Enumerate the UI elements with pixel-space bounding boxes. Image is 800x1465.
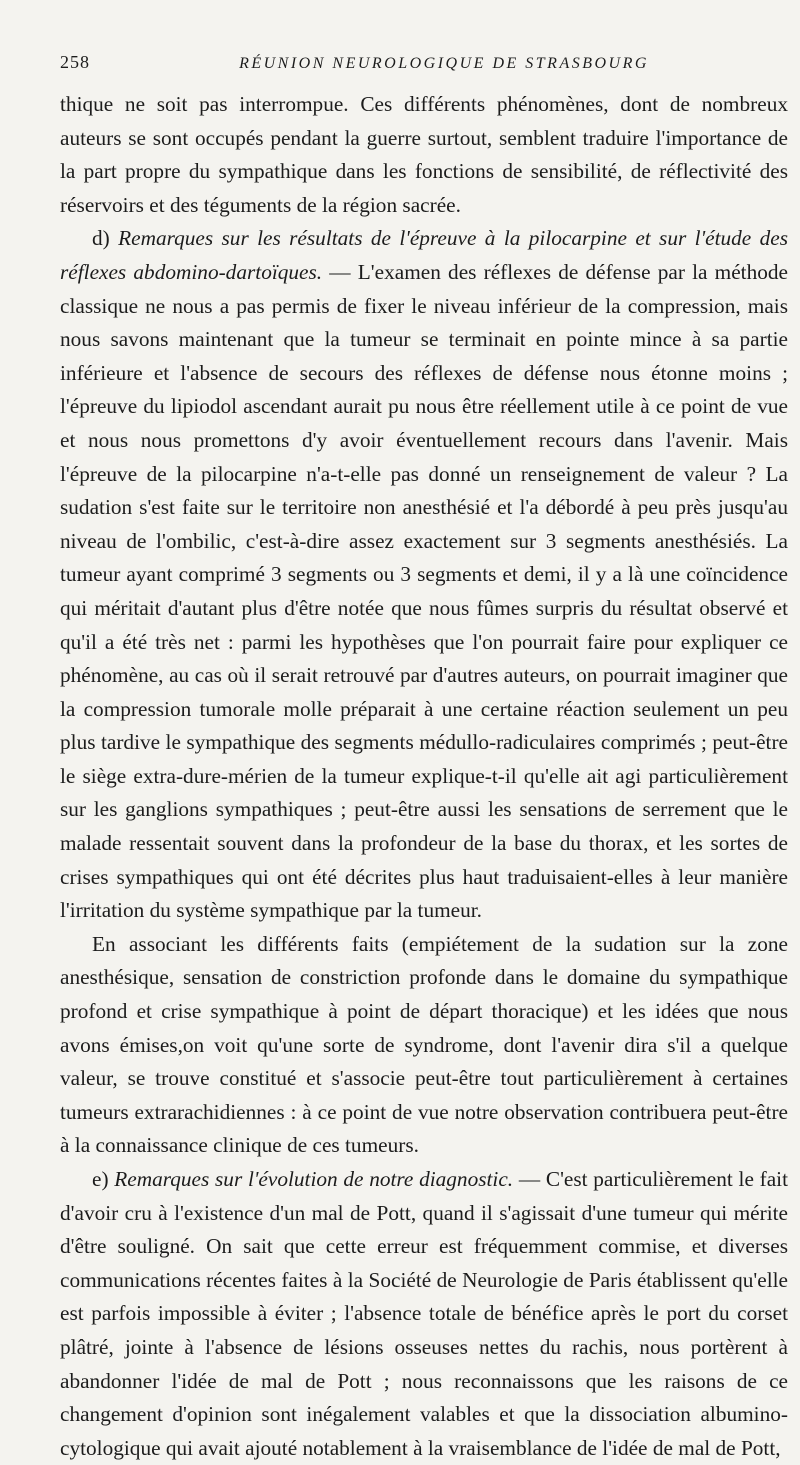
paragraph-text: — C'est particulièrement le fait d'avoir cru à l'existence d'un mal de Pott, quand il s'agissait d'une tumeur qui mérite d'être souligné. On sait que cette erreur est fréquemment commise, et diverses communications récentes faites à la Société de Neurologie de Paris établissent qu'elle est parfois impossible à éviter ; l'absence totale de bénéfice après le port du corset plâtré, jointe à l'absence de lésions osseuses nettes du rachis, nous portèrent à abandonner l'idée de mal de Pott ; nous reconnaissons que les raisons de ce changement d'opinion sont inégalement valables et que la dissociation albumino-cytologique qui avait ajouté notablement à la vraisemblance de l'idée de mal de Pott,: [60, 1167, 788, 1460]
paragraph-text: En associant les différents faits (empiétement de la sudation sur la zone anesthésique, sensation de constriction profonde dans le domaine du sympathique profond et crise sympathique à point de départ thoracique) et les idées que nous avons émises,on voit qu'une sorte de syndrome, dont l'avenir dira s'il a quelque valeur, se trouve constitué et s'associe peut-être tout particulièrement à certaines tumeurs extrarachidiennes : à ce point de vue notre observation contribuera peut-être à la connaissance clinique de ces tumeurs.: [60, 931, 788, 1158]
section-title: Remarques sur l'évolution de notre diagnostic.: [114, 1167, 514, 1191]
section-letter: e): [92, 1167, 115, 1191]
section-letter: d): [92, 226, 119, 251]
page-number: 258: [60, 52, 90, 72]
paragraph-text: — L'examen des réflexes de défense par la méthode classique ne nous a pas permis de fixer le niveau inférieur de la compression, mais nous savons maintenant que la tumeur se terminait en pointe mince à sa partie inférieure et l'absence de secours des réflexes de défense nous étonne moins ; l'épreuve du lipiodol ascendant aurait pu nous être réellement utile à ce point de vue et nous nous promettons d'y avoir éventuellement recours dans l'avenir. Mais l'épreuve de la pilocarpine n'a-t-elle pas donné un renseignement de valeur ? La sudation s'est faite sur le territoire non anesthésié et l'a débordé à peu près jusqu'au niveau de l'ombilic, c'est-à-dire assez exactement sur 3 segments anesthésiés. La tumeur ayant comprimé 3 segments ou 3 segments et demi, il y a là une coïncidence qui méritait d'autant plus d'être notée que nous fûmes surpris du résultat observé et qu'il a été très net : parmi les hypothèses que l'on pourrait faire pour expliquer ce phénomène, au cas où il serait retrouvé par d'autres auteurs, on pourrait imaginer que la compression tumorale molle préparait à une certaine réaction seulement un peu plus tardive le sympathique des segments médullo-radiculaires comprimés ; peut-être le siège extra-dure-mérien de la tumeur explique-t-il qu'elle ait agi particulièrement sur les ganglions sympathiques ; peut-être aussi les sensations de serrement que le malade ressentait souvent dans la profondeur de la base du thorax, et les sortes de crises sympathiques qui ont été décrites plus haut traduisaient-elles à leur manière l'irritation du système sympathique par la tumeur.: [60, 259, 788, 923]
paragraph-continuation: [60, 88, 788, 222]
section-title: Remarques sur les résultats de l'épreuve à la pilocarpine et sur l'étude des réflexes abdomino-dartoïques.: [60, 226, 788, 284]
paragraph-section-e: [60, 1163, 788, 1465]
running-head: RÉUNION NEUROLOGIQUE DE STRASBOURG: [239, 55, 649, 72]
paragraph-syndrome: [60, 928, 788, 1163]
paragraph-text: thique ne soit pas interrompue. Ces différents phénomènes, dont de nombreux auteurs se sont occupés pendant la guerre surtout, semblent traduire l'importance de la part propre du sympathique dans les fonctions de sensibilité, de réflectivité des réservoirs et des téguments de la région sacrée.: [60, 92, 788, 217]
paragraph-section-d: [60, 222, 788, 927]
page-header: [60, 52, 788, 82]
